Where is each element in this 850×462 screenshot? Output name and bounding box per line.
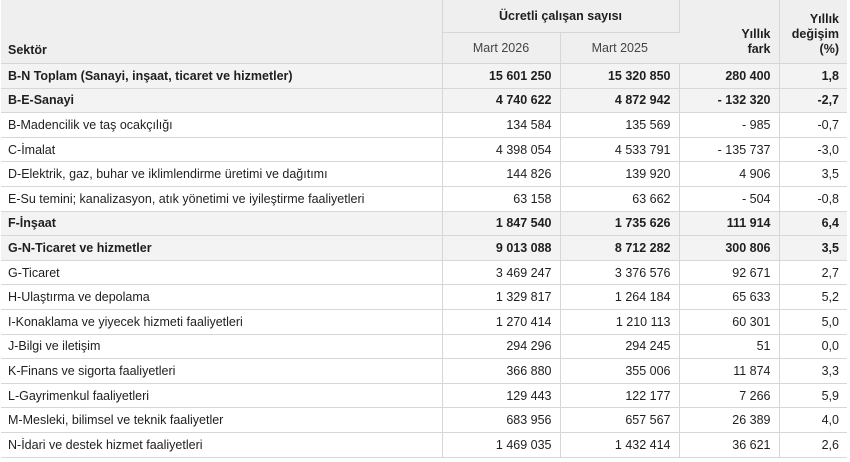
employees-2025-cell: 122 177 <box>560 383 679 408</box>
sector-cell: L-Gayrimenkul faaliyetleri <box>1 383 442 408</box>
employees-2025-cell: 8 712 282 <box>560 236 679 261</box>
sector-cell: H-Ulaştırma ve depolama <box>1 285 442 310</box>
sector-cell: D-Elektrik, gaz, buhar ve iklimlendirme üretimi ve dağıtımı <box>1 162 442 187</box>
annual-change-cell: 2,6 <box>779 432 847 457</box>
table-row <box>1 309 847 334</box>
sector-cell: M-Mesleki, bilimsel ve teknik faaliyetler <box>1 408 442 433</box>
employees-2026-cell: 4 398 054 <box>442 137 560 162</box>
table-row <box>1 186 847 211</box>
table-row <box>1 408 847 433</box>
annual-diff-line2: fark <box>747 42 771 56</box>
sector-cell: F-İnşaat <box>1 211 442 236</box>
table-row <box>1 285 847 310</box>
annual-change-cell: -0,8 <box>779 186 847 211</box>
sector-cell: I-Konaklama ve yiyecek hizmeti faaliyetleri <box>1 309 442 334</box>
employees-2025-cell: 4 533 791 <box>560 137 679 162</box>
employees-2026-cell: 144 826 <box>442 162 560 187</box>
column-header-sector: Sektör <box>1 0 442 64</box>
annual-change-line2: değişim <box>791 27 839 41</box>
employees-2026-cell: 1 270 414 <box>442 309 560 334</box>
annual-difference-cell: 65 633 <box>679 285 779 310</box>
column-header-annual-difference <box>679 0 779 64</box>
annual-difference-cell: - 504 <box>679 186 779 211</box>
annual-difference-cell: 60 301 <box>679 309 779 334</box>
employees-2026-cell: 1 847 540 <box>442 211 560 236</box>
annual-difference-cell: 36 621 <box>679 432 779 457</box>
column-header-period-2026: Mart 2026 <box>442 33 560 64</box>
annual-difference-cell: - 135 737 <box>679 137 779 162</box>
table-body <box>1 64 847 458</box>
table-row <box>1 113 847 138</box>
employees-2025-cell: 63 662 <box>560 186 679 211</box>
annual-change-cell: 2,7 <box>779 260 847 285</box>
annual-difference-cell: 11 874 <box>679 359 779 384</box>
sector-cell: E-Su temini; kanalizasyon, atık yönetimi ve iyileştirme faaliyetleri <box>1 186 442 211</box>
column-header-annual-change <box>779 0 847 64</box>
employees-2025-cell: 1 432 414 <box>560 432 679 457</box>
employees-2026-cell: 134 584 <box>442 113 560 138</box>
employees-2025-cell: 3 376 576 <box>560 260 679 285</box>
employees-2025-cell: 135 569 <box>560 113 679 138</box>
employees-2025-cell: 294 245 <box>560 334 679 359</box>
annual-diff-line1: Yıllık <box>741 27 771 41</box>
annual-change-cell: 6,4 <box>779 211 847 236</box>
table-row <box>1 334 847 359</box>
table-row <box>1 137 847 162</box>
annual-difference-cell: 7 266 <box>679 383 779 408</box>
annual-difference-cell: 26 389 <box>679 408 779 433</box>
employees-2026-cell: 294 296 <box>442 334 560 359</box>
employees-2025-cell: 15 320 850 <box>560 64 679 89</box>
table-row <box>1 359 847 384</box>
header-row-top <box>1 0 847 33</box>
sector-cell: C-İmalat <box>1 137 442 162</box>
annual-change-cell: 3,3 <box>779 359 847 384</box>
employees-2025-cell: 1 210 113 <box>560 309 679 334</box>
employment-table-container <box>1 0 847 458</box>
employees-2026-cell: 1 469 035 <box>442 432 560 457</box>
table-row <box>1 88 847 113</box>
sector-cell: N-İdari ve destek hizmet faaliyetleri <box>1 432 442 457</box>
annual-difference-cell: 111 914 <box>679 211 779 236</box>
employees-2026-cell: 15 601 250 <box>442 64 560 89</box>
sector-cell: B-N Toplam (Sanayi, inşaat, ticaret ve hizmetler) <box>1 64 442 89</box>
table-row <box>1 432 847 457</box>
annual-change-cell: 1,8 <box>779 64 847 89</box>
employees-2026-cell: 366 880 <box>442 359 560 384</box>
table-row <box>1 211 847 236</box>
annual-change-line3: (%) <box>819 42 839 56</box>
annual-change-cell: 3,5 <box>779 162 847 187</box>
employees-2025-cell: 355 006 <box>560 359 679 384</box>
annual-change-cell: -3,0 <box>779 137 847 162</box>
annual-change-line1: Yıllık <box>809 12 839 26</box>
annual-change-cell: -2,7 <box>779 88 847 113</box>
annual-change-cell: 5,9 <box>779 383 847 408</box>
table-row <box>1 236 847 261</box>
annual-change-cell: 5,2 <box>779 285 847 310</box>
sector-cell: B-Madencilik ve taş ocakçılığı <box>1 113 442 138</box>
column-header-period-2025: Mart 2025 <box>560 33 679 64</box>
annual-change-cell: 0,0 <box>779 334 847 359</box>
annual-difference-cell: - 132 320 <box>679 88 779 113</box>
sector-cell: B-E-Sanayi <box>1 88 442 113</box>
annual-change-cell: 4,0 <box>779 408 847 433</box>
sector-cell: G-Ticaret <box>1 260 442 285</box>
employees-2025-cell: 1 735 626 <box>560 211 679 236</box>
employees-2025-cell: 657 567 <box>560 408 679 433</box>
annual-difference-cell: 92 671 <box>679 260 779 285</box>
sector-cell: K-Finans ve sigorta faaliyetleri <box>1 359 442 384</box>
annual-difference-cell: 280 400 <box>679 64 779 89</box>
employees-2026-cell: 4 740 622 <box>442 88 560 113</box>
annual-difference-cell: 51 <box>679 334 779 359</box>
annual-change-cell: 3,5 <box>779 236 847 261</box>
table-row <box>1 64 847 89</box>
table-row <box>1 383 847 408</box>
column-header-employees-group: Ücretli çalışan sayısı <box>442 0 679 33</box>
employees-2026-cell: 63 158 <box>442 186 560 211</box>
employees-2025-cell: 4 872 942 <box>560 88 679 113</box>
sector-cell: J-Bilgi ve iletişim <box>1 334 442 359</box>
annual-difference-cell: 4 906 <box>679 162 779 187</box>
annual-difference-cell: - 985 <box>679 113 779 138</box>
employees-2026-cell: 1 329 817 <box>442 285 560 310</box>
employees-2026-cell: 129 443 <box>442 383 560 408</box>
employees-2026-cell: 683 956 <box>442 408 560 433</box>
table-row <box>1 162 847 187</box>
annual-change-cell: 5,0 <box>779 309 847 334</box>
employees-2026-cell: 3 469 247 <box>442 260 560 285</box>
employment-table <box>1 0 847 458</box>
employees-2025-cell: 139 920 <box>560 162 679 187</box>
table-header <box>1 0 847 64</box>
annual-difference-cell: 300 806 <box>679 236 779 261</box>
annual-change-cell: -0,7 <box>779 113 847 138</box>
employees-2025-cell: 1 264 184 <box>560 285 679 310</box>
employees-2026-cell: 9 013 088 <box>442 236 560 261</box>
sector-cell: G-N-Ticaret ve hizmetler <box>1 236 442 261</box>
table-row <box>1 260 847 285</box>
